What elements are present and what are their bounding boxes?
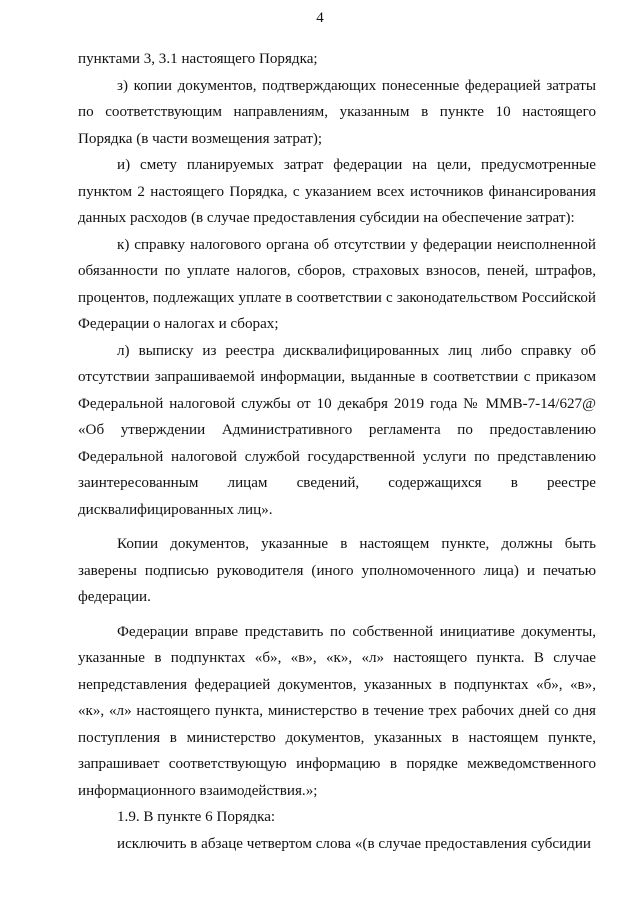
paragraph-own-initiative: Федерации вправе представить по собственной инициативе документы, указанные в подпунктах «б», «в», «к», «л» настоящего пункта. В случае непредставления федерацией документов, указанных в подпунктах «б», «в», «к», «л» настоящего пункта, министерство в течение трех рабочих дней со дня поступления в министерство документов, указанных в настоящем пункте, запрашивает соответствующую информацию в порядке межведомственного информационного взаимодействия.»; (78, 623, 596, 799)
paragraph-item-z: з) копии документов, подтверждающих понесенные федерацией затраты по соответствующим направлениям, указанным в пункте 10 настоящего Порядка (в части возмещения затрат); (78, 77, 596, 147)
paragraph-section-1-9: 1.9. В пункте 6 Порядка: (117, 809, 276, 825)
paragraph-item-l: л) выписку из реестра дисквалифицированных лиц либо справку об отсутствии запрашиваемой информации, выданные в соответствии с приказом Федеральной налоговой службы от 10 декабря 2019 года № ММВ-7-14/627@ «Об утверждении Административного регламента по предоставлению Федеральной налоговой службой государственной услуги по представлению заинтересованным лицам сведений, содержащихся в реестре дисквалифицированных лиц». (78, 342, 596, 518)
paragraph-continuation: пунктами 3, 3.1 настоящего Порядка; (78, 51, 318, 67)
paragraph-item-k: к) справку налогового органа об отсутствии у федерации неисполненной обязанности по уплате налогов, сборов, страховых взносов, пеней, штрафов, процентов, подлежащих уплате в соответствии с законодательством Российской Федерации о налогах и сборах; (78, 236, 596, 332)
page-number: 4 (316, 10, 324, 26)
paragraph-exclude-words: исключить в абзаце четвертом слова «(в случае предоставления субсидии (117, 835, 591, 852)
paragraph-copies-certification: Копии документов, указанные в настоящем пункте, должны быть заверены подписью руководителя (иного уполномоченного лица) и печатью федерации. (78, 536, 596, 605)
document-body (78, 46, 596, 857)
paragraph-item-i: и) смету планируемых затрат федерации на цели, предусмотренные пунктом 2 настоящего Порядка, с указанием всех источников финансирования данных расходов (в случае предоставления субсидии на обеспечение затрат): (78, 157, 596, 226)
